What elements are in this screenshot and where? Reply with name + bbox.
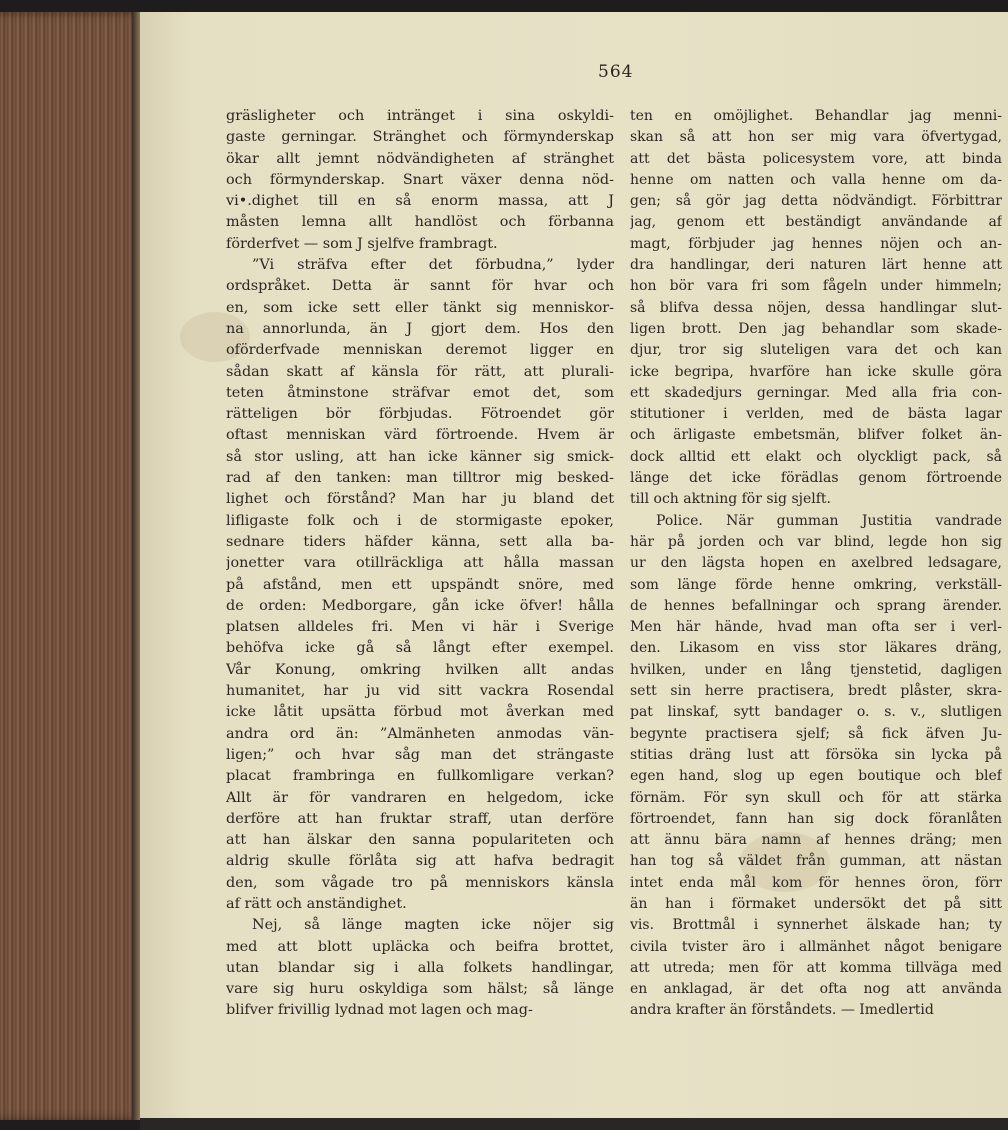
text-line: vare sig huru oskyldiga som hälst; så länge	[226, 981, 614, 998]
text-line: sednare tiders häfder känna, sett alla ba-	[226, 533, 614, 550]
left-text-column	[226, 106, 614, 1022]
text-line: Nej, så länge magten icke nöjer sig	[252, 917, 614, 934]
text-line: vi•.dighet till en så enorm massa, att J	[226, 193, 614, 210]
text-line: här på jorden och var blind, legde hon sig	[630, 533, 1002, 550]
text-line: förtroendet, fann han sig dock föranlåten	[630, 810, 1002, 827]
text-line: pat linskaf, sytt bandager o. s. v., slutligen	[630, 704, 1002, 721]
text-line: att det bästa policesystem vore, att binda	[630, 150, 1002, 167]
text-line: teten åtminstone sträfvar emot det, som	[226, 384, 614, 401]
text-line: han tog så väldet från gumman, att nästan	[630, 853, 1002, 870]
text-line: lifligaste folk och i de stormigaste epoker,	[226, 512, 614, 529]
text-line: oftast menniskan värd förtroende. Hvem är	[226, 427, 614, 444]
text-line: sådan skatt af känsla för rätt, att plurali-	[226, 363, 614, 380]
text-line: henne om natten och valla henne om da-	[630, 171, 1002, 188]
text-line: rätteligen bör förbjudas. Fötroendet gör	[226, 406, 614, 423]
text-line: så stor usling, att han icke känner sig smick-	[226, 448, 614, 465]
text-line: som länge förde henne omkring, verkställ-	[630, 576, 1002, 593]
text-line: humanitet, har ju vid sitt vackra Rosendal	[226, 683, 614, 700]
text-line: och förmynderskap. Snart växer denna nöd-	[226, 171, 614, 188]
text-line: gen; så gör jag detta nödvändigt. Förbittrar	[630, 193, 1002, 210]
text-line: magt, förbjuder jag hennes nöjen och an-	[630, 235, 1002, 252]
text-line: blifver frivillig lydnad mot lagen och mag-	[226, 1002, 533, 1019]
text-line: egen hand, slog up egen boutique och blef	[630, 768, 1002, 785]
text-line: platsen alldeles fri. Men vi här i Sverige	[226, 619, 614, 636]
text-line: ur den lägsta hopen en axelbred ledsagare,	[630, 555, 1002, 572]
page-sheet	[140, 12, 1008, 1118]
text-line: ”Vi sträfva efter det förbudna,” lyder	[252, 257, 614, 274]
text-line: att utreda; men för att komma tillväga med	[630, 959, 1002, 976]
text-line: ten en omöjlighet. Behandlar jag menni-	[630, 108, 1002, 124]
text-line: den. Likasom en viss stor läkares dräng,	[630, 640, 1002, 657]
text-line: en anklagad, är det ofta nog att använda	[630, 981, 1002, 998]
text-line: derföre att han fruktar straff, utan derföre	[226, 810, 614, 827]
text-line: ökar allt jemnt nödvändigheten af stränghet	[226, 150, 614, 167]
text-line: ordspråket. Detta är sannt för hvar och	[226, 278, 614, 295]
text-line: gräsligheter och intränget i sina oskyldi-	[226, 108, 614, 124]
text-line: Men här hände, hvad man ofta ser i verl-	[630, 619, 1002, 636]
text-line: att han älskar den sanna populariteten och	[226, 832, 614, 849]
text-line: och ärligaste embetsmän, blifver folket än-	[630, 427, 1002, 444]
text-line: hon bör vara fri som fågeln under himmeln;	[630, 278, 1002, 295]
text-line: Vår Konung, omkring hvilken allt andas	[226, 661, 614, 678]
text-line: jag, genom ett beständigt användande af	[630, 214, 1002, 231]
text-line: sett sin herre practisera, bredt plåster, skra-	[630, 683, 1002, 700]
text-line: placat frambringa en fullkomligare verkan?	[226, 768, 614, 785]
text-line: stitias dräng lust att försöka sin lycka på	[630, 746, 1002, 763]
page-number: 564	[598, 62, 634, 82]
text-line: Allt är för vandraren en helgedom, icke	[226, 789, 614, 806]
text-line: icke begripa, hvarföre han icke skulle göra	[630, 363, 1002, 380]
text-line: med att blott upläcka och beifra brottet,	[226, 938, 614, 955]
text-line: gaste gerningar. Stränghet och förmynderskap	[226, 129, 614, 146]
text-line: förderfvet — som J sjelfve frambragt.	[226, 235, 498, 252]
text-line: de orden: Medborgare, gån icke öfver! hålla	[226, 597, 614, 614]
text-line: förnäm. För syn skull och för att stärka	[630, 789, 1002, 806]
text-line: icke låtit upsätta förbud mot åverkan med	[226, 704, 614, 721]
text-line: rad af den tanken: man tilltror mig besked-	[226, 470, 614, 487]
text-line: skan så att hon ser mig vara öfvertygad,	[630, 129, 1002, 146]
scan-bottom-edge	[140, 1118, 1008, 1130]
text-line: Police. När gumman Justitia vandrade	[656, 512, 1002, 529]
text-line: af rätt och anständighet.	[226, 895, 407, 912]
text-line: behöfva icke gå så långt efter exempel.	[226, 640, 614, 657]
text-line: till och aktning för sig sjelft.	[630, 491, 831, 508]
text-line: så blifva dessa nöjen, dessa handlingar slut-	[630, 299, 1002, 316]
text-line: ligen;” och hvar såg man det strängaste	[226, 746, 614, 763]
text-line: måsten lemna allt handlöst och förbanna	[226, 214, 614, 231]
text-line: oförderfvade menniskan deremot ligger en	[226, 342, 614, 359]
text-line: stitutioner i verlden, med de bästa lagar	[630, 406, 1002, 423]
text-line: de hennes befallningar och sprang ärender.	[630, 597, 1002, 614]
text-line: na annorlunda, än J gjort dem. Hos den	[226, 320, 614, 337]
text-line: ett skadedjurs gerningar. Med alla fria con-	[630, 384, 1002, 401]
text-line: vis. Brottmål i synnerhet älskade han; ty	[630, 917, 1002, 934]
text-line: andra ord än: ”Almänheten anmodas vän-	[226, 725, 614, 742]
text-line: att ännu bära namn af hennes dräng; men	[630, 832, 1002, 849]
text-line: lighet och förstånd? Man har ju bland det	[226, 491, 614, 508]
text-line: länge det icke förädlas genom förtroende	[630, 470, 1002, 487]
text-line: intet enda mål kom för hennes öron, förr	[630, 874, 1002, 891]
text-line: civila tvister äro i allmänhet något benigare	[630, 938, 1002, 955]
text-line: på afstånd, men ett upspändt snöre, med	[226, 576, 614, 593]
text-line: dock alltid ett elakt och olyckligt pack, så	[630, 448, 1002, 465]
text-line: hvilken, under en lång tjenstetid, dagligen	[630, 661, 1002, 678]
text-line: jonetter vara otillräckliga att hålla massan	[226, 555, 614, 572]
text-line: begynte practisera sjelf; så fick äfven Ju-	[630, 725, 1002, 742]
book-page-edges	[0, 12, 142, 1120]
text-line: ligen brott. Den jag behandlar som skade-	[630, 320, 1002, 337]
text-line: andra krafter än förståndets. — Imedlertid	[630, 1002, 934, 1019]
text-line: en, som icke sett eller tänkt sig menniskor-	[226, 299, 614, 316]
right-text-column	[630, 106, 1002, 1022]
text-line: aldrig skulle förlåta sig att hafva bedragit	[226, 853, 614, 870]
text-line: den, som vågade tro på menniskors känsla	[226, 874, 614, 891]
text-line: dra handlingar, deri naturen lärt henne att	[630, 257, 1002, 274]
text-line: än han i förmaket undersökt det på sitt	[630, 895, 1002, 912]
text-line: djur, tror sig sluteligen vara det och kan	[630, 342, 1002, 359]
text-line: utan blandar sig i alla folkets handlingar,	[226, 959, 614, 976]
